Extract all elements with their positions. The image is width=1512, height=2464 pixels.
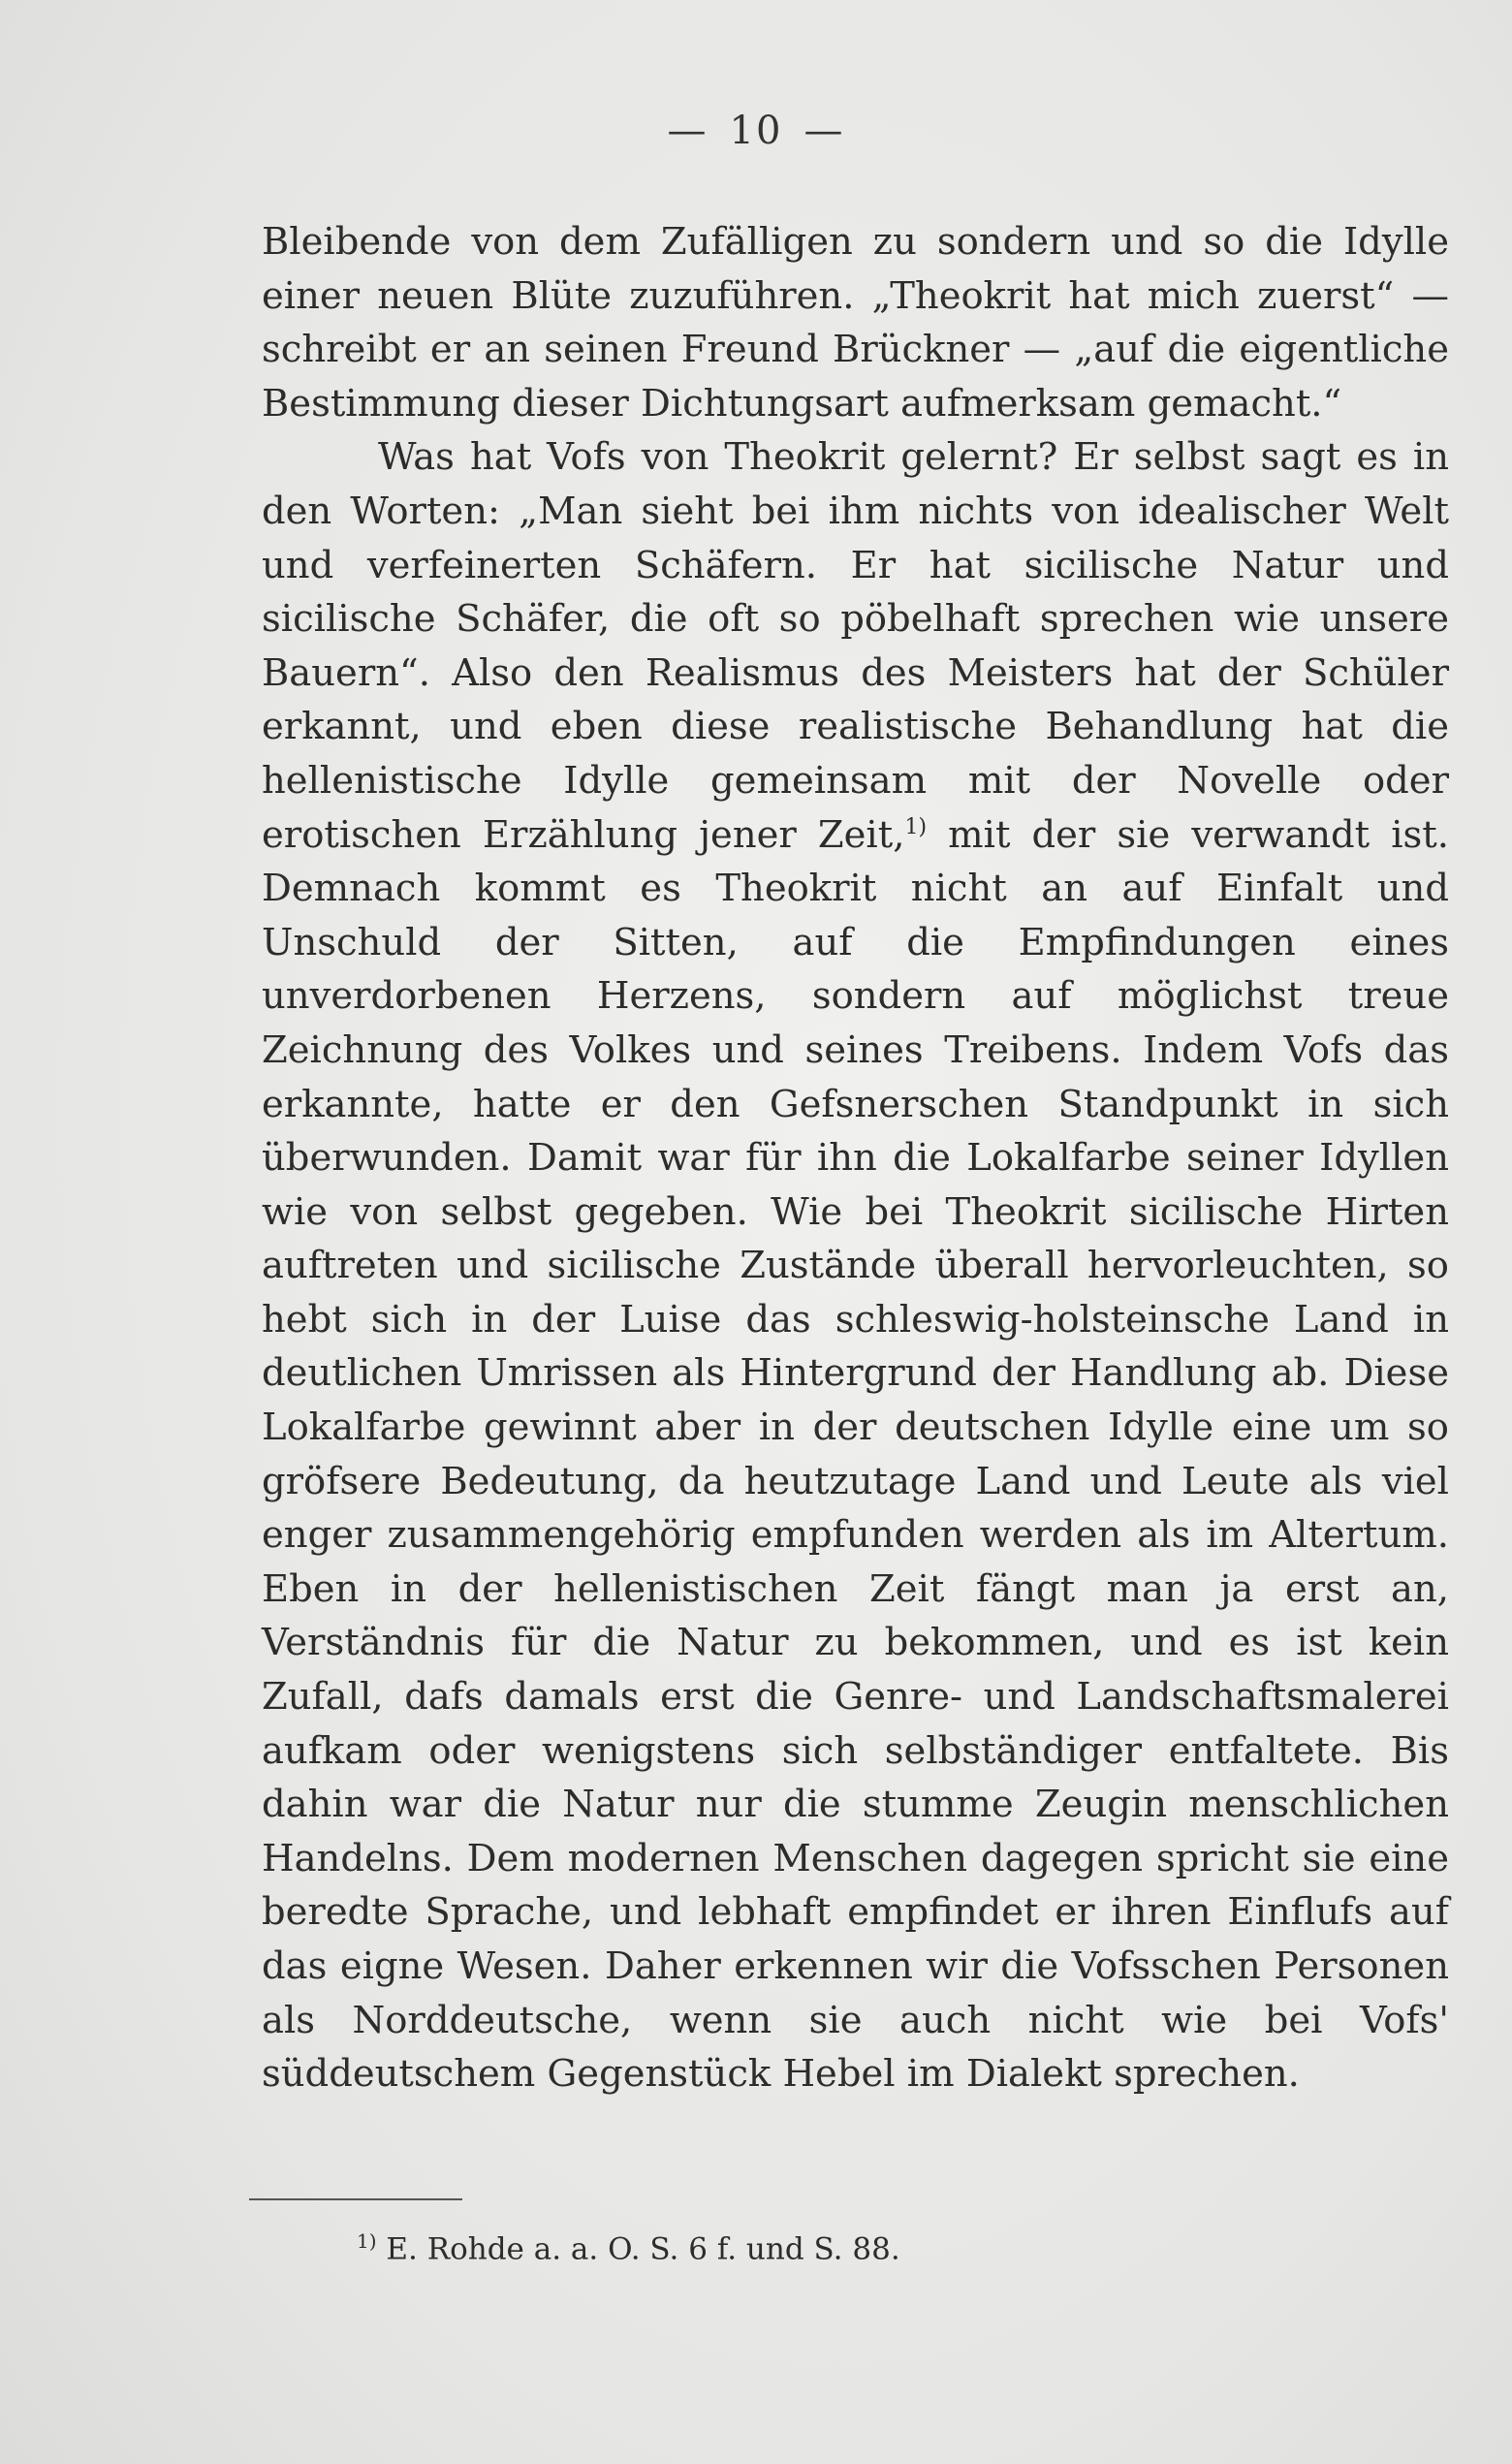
page-number-dash-left: —	[667, 109, 709, 153]
paragraph-2-part-b: mit der sie verwandt ist. Demnach kommt es Theokrit nicht an auf Einfalt und Unschuld der Sitten, auf die Empfindungen eines unverdorbenen Herzens, sondern auf möglichst treue Zeichnung des Volkes und seines Treibens. Indem Vofs das erkannte, hatte er den Gefsnerschen Standpunkt in sich überwunden. Damit war für ihn die Lokalfarbe seiner Idyllen wie von selbst gegeben. Wie bei Theokrit sicilische Hirten auftreten und sicilische Zustände überall hervorleuchten, so hebt sich in der Luise das schleswig-holsteinsche Land in deutlichen Umrissen als Hintergrund der Handlung ab. Diese Lokalfarbe gewinnt aber in der deutschen Idylle eine um so gröfsere Bedeutung, da heutzutage Land und Leute als viel enger zusammengehörig empfunden werden als im Altertum. Eben in der hellenistischen Zeit fängt man ja erst an, Verständnis für die Natur zu bekommen, und es ist kein Zufall, dafs damals erst die Genre- und Landschaftsmalerei aufkam oder wenigstens sich selbständiger entfaltete. Bis dahin war die Natur nur die stumme Zeugin menschlichen Handelns. Dem modernen Menschen dagegen spricht sie eine beredte Sprache, und lebhaft empfindet er ihren Einflufs auf das eigne Wesen. Daher erkennen wir die Vofsschen Personen als Norddeutsche, wenn sie auch nicht wie bei Vofs' süddeutschem Gegenstück Hebel im Dialekt sprechen.	[262, 812, 1449, 2097]
paragraph-1: Bleibende von dem Zufälligen zu sondern und so die Idylle einer neuen Blüte zuzuführen. „Theokrit hat mich zuerst“ — schreibt er an seinen Freund Brückner — „auf die eigentliche Bestimmung dieser Dichtungsart aufmerksam gemacht.“	[262, 220, 1449, 426]
paragraph-2	[262, 430, 1449, 2101]
page-number: 10	[729, 109, 783, 153]
body-text	[262, 215, 1449, 2101]
page-number-dash-right: —	[803, 109, 845, 153]
footnote-marker: 1)	[357, 2229, 377, 2253]
page-number-header	[0, 109, 1512, 153]
footnote-text: E. Rohde a. a. O. S. 6 f. und S. 88.	[376, 2231, 900, 2267]
footnote-reference: 1)	[904, 814, 928, 839]
paragraph-2-part-a: Was hat Vofs von Theokrit gelernt? Er selbst sagt es in den Worten: „Man sieht bei ihm nichts von idealischer Welt und verfeinerten Schäfern. Er hat sicilische Natur und sicilische Schäfer, die oft so pöbelhaft sprechen wie unsere Bauern“. Also den Realismus des Meisters hat der Schüler erkannt, und eben diese realistische Behandlung hat die hellenistische Idylle gemeinsam mit der Novelle oder erotischen Erzählung jener Zeit,	[262, 435, 1449, 857]
footnote	[357, 2222, 900, 2268]
footnote-divider	[249, 2198, 462, 2200]
